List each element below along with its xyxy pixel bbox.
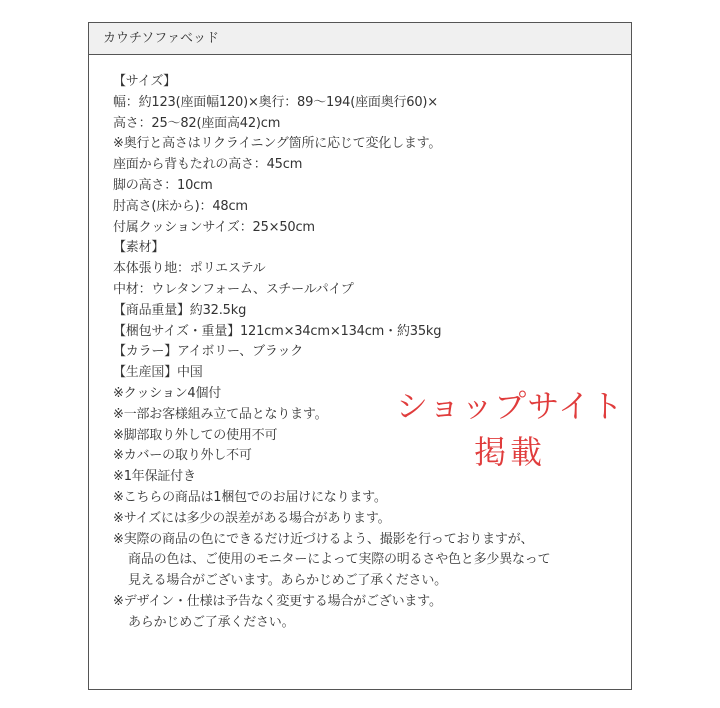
overlay-line-1: ショップサイト [395,387,625,425]
spec-line: ※デザイン・仕様は予告なく変更する場合がございます。 [113,593,442,609]
spec-line: ※サイズには多少の誤差がある場合があります。 [113,510,391,526]
spec-line: 商品の色は、ご使用のモニターによって実際の明るさや色と多少異なって [128,552,551,568]
spec-line: 【梱包サイズ・重量】121cm×34cm×134cm・約35kg [113,323,442,339]
panel-title: カウチソファベッド [103,31,219,46]
spec-line: 【素材】 [113,240,165,256]
spec-line: ※一部お客様組み立て品となります。 [113,406,328,422]
spec-line: ※実際の商品の色にできるだけ近づけるよう、撮影を行っておりますが、 [113,531,534,547]
spec-line: 座面から背もたれの高さ：45cm [113,157,303,173]
spec-line: 【商品重量】約32.5kg [113,302,247,318]
spec-panel [88,22,632,690]
spec-line: 見える場合がございます。あらかじめご了承ください。 [128,573,447,589]
spec-line: 【サイズ】 [113,74,176,89]
panel-header [89,23,631,55]
shop-site-overlay [350,384,670,474]
spec-line: あらかじめご了承ください。 [128,614,295,630]
spec-line: 【カラー】アイボリー、ブラック [113,344,304,360]
spec-line: 中材：ウレタンフォーム、スチールパイプ [113,281,354,297]
spec-line: 高さ：25～82(座面高42)cm [113,115,281,131]
spec-list [113,72,550,634]
overlay-line-2: 掲載 [473,433,546,471]
spec-line: ※クッション4個付 [113,385,222,401]
spec-line: ※こちらの商品は1梱包でのお届けになります。 [113,489,387,505]
spec-line: ※奥行と高さはリクライニング箇所に応じて変化します。 [113,136,442,152]
spec-line: 脚の高さ：10cm [113,177,213,193]
spec-line: ※カバーの取り外し不可 [113,448,252,464]
spec-line: ※脚部取り外しての使用不可 [113,427,278,443]
spec-line: 肘高さ(床から)：48cm [113,198,248,214]
spec-line: ※1年保証付き [113,469,196,485]
spec-line: 【生産国】中国 [113,365,203,381]
spec-line: 本体張り地：ポリエステル [113,261,266,277]
spec-line: 幅：約123(座面幅120)×奥行：89～194(座面奥行60)× [113,94,438,110]
spec-line: 付属クッションサイズ：25×50cm [113,219,315,235]
